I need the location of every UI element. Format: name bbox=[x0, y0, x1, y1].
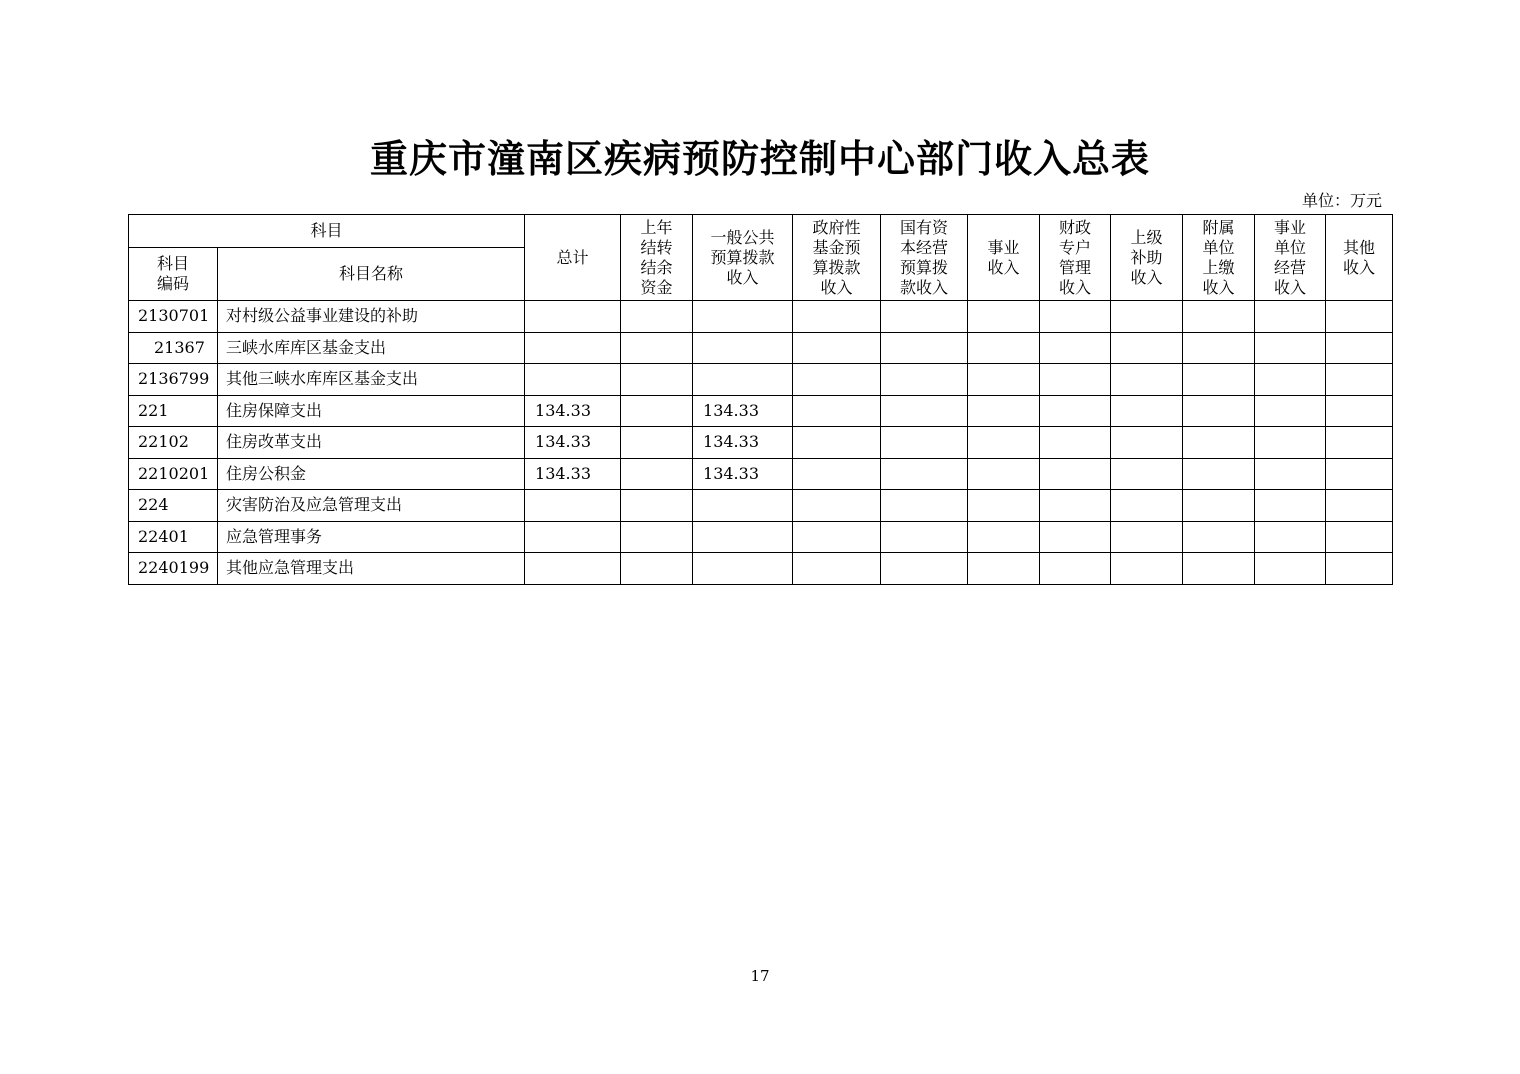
value-cell bbox=[1255, 364, 1326, 396]
subject-code-cell: 22102 bbox=[129, 427, 218, 459]
value-cell bbox=[1040, 458, 1111, 490]
column-header: 一般公共 预算拨款 收入 bbox=[693, 215, 793, 301]
column-header: 政府性 基金预 算拨款 收入 bbox=[793, 215, 881, 301]
income-summary-table bbox=[128, 214, 1393, 585]
value-cell bbox=[1326, 427, 1393, 459]
value-cell bbox=[1326, 521, 1393, 553]
name-header: 科目名称 bbox=[218, 248, 525, 301]
column-header: 附属 单位 上缴 收入 bbox=[1183, 215, 1255, 301]
subject-code-cell: 2130701 bbox=[129, 301, 218, 333]
subject-name-cell: 灾害防治及应急管理支出 bbox=[218, 490, 525, 522]
column-header: 事业 收入 bbox=[968, 215, 1040, 301]
value-cell bbox=[1111, 364, 1183, 396]
value-cell: 134.33 bbox=[525, 458, 621, 490]
value-cell bbox=[881, 553, 968, 585]
value-cell bbox=[1326, 490, 1393, 522]
subject-name-cell: 应急管理事务 bbox=[218, 521, 525, 553]
value-cell bbox=[1040, 364, 1111, 396]
value-cell bbox=[1255, 427, 1326, 459]
value-cell bbox=[1111, 458, 1183, 490]
table-row bbox=[129, 553, 1393, 585]
value-cell bbox=[621, 395, 693, 427]
value-cell bbox=[881, 458, 968, 490]
subject-name-cell: 其他三峡水库库区基金支出 bbox=[218, 364, 525, 396]
value-cell bbox=[793, 364, 881, 396]
subject-code-cell: 22401 bbox=[129, 521, 218, 553]
value-cell bbox=[525, 521, 621, 553]
value-cell bbox=[793, 332, 881, 364]
value-cell bbox=[1326, 553, 1393, 585]
value-cell bbox=[621, 490, 693, 522]
table-row bbox=[129, 332, 1393, 364]
value-cell bbox=[1040, 427, 1111, 459]
value-cell bbox=[1040, 332, 1111, 364]
value-cell bbox=[793, 458, 881, 490]
value-cell bbox=[621, 301, 693, 333]
value-cell bbox=[1255, 490, 1326, 522]
value-cell: 134.33 bbox=[525, 395, 621, 427]
value-cell bbox=[693, 364, 793, 396]
subject-name-cell: 其他应急管理支出 bbox=[218, 553, 525, 585]
table-row bbox=[129, 458, 1393, 490]
value-cell bbox=[1255, 332, 1326, 364]
column-header: 财政 专户 管理 收入 bbox=[1040, 215, 1111, 301]
subject-code-cell: 21367 bbox=[129, 332, 218, 364]
page-title: 重庆市潼南区疾病预防控制中心部门收入总表 bbox=[369, 137, 1150, 181]
value-cell bbox=[968, 332, 1040, 364]
value-cell bbox=[1183, 553, 1255, 585]
value-cell bbox=[1183, 301, 1255, 333]
value-cell bbox=[693, 521, 793, 553]
value-cell bbox=[1111, 427, 1183, 459]
column-header: 上级 补助 收入 bbox=[1111, 215, 1183, 301]
table-row bbox=[129, 364, 1393, 396]
unit-label: 单位：万元 bbox=[1301, 191, 1382, 210]
value-cell bbox=[693, 490, 793, 522]
value-cell: 134.33 bbox=[525, 427, 621, 459]
value-cell bbox=[968, 490, 1040, 522]
table-row bbox=[129, 521, 1393, 553]
subject-code-cell: 221 bbox=[129, 395, 218, 427]
column-header: 上年 结转 结余 资金 bbox=[621, 215, 693, 301]
value-cell bbox=[525, 301, 621, 333]
value-cell: 134.33 bbox=[693, 395, 793, 427]
value-cell bbox=[1326, 395, 1393, 427]
table-row bbox=[129, 427, 1393, 459]
value-cell bbox=[1040, 490, 1111, 522]
value-cell bbox=[1040, 301, 1111, 333]
value-cell bbox=[1111, 553, 1183, 585]
subject-header: 科目 bbox=[129, 215, 525, 248]
value-cell bbox=[1111, 332, 1183, 364]
column-header: 国有资 本经营 预算拨 款收入 bbox=[881, 215, 968, 301]
value-cell bbox=[1255, 458, 1326, 490]
value-cell bbox=[793, 553, 881, 585]
table-row bbox=[129, 301, 1393, 333]
value-cell bbox=[1183, 490, 1255, 522]
value-cell: 134.33 bbox=[693, 458, 793, 490]
value-cell bbox=[693, 553, 793, 585]
value-cell bbox=[621, 332, 693, 364]
value-cell bbox=[525, 553, 621, 585]
value-cell bbox=[881, 521, 968, 553]
value-cell bbox=[1040, 395, 1111, 427]
value-cell bbox=[1040, 521, 1111, 553]
value-cell bbox=[525, 364, 621, 396]
value-cell bbox=[621, 427, 693, 459]
code-header: 科目 编码 bbox=[129, 248, 218, 301]
value-cell bbox=[1111, 395, 1183, 427]
value-cell: 134.33 bbox=[693, 427, 793, 459]
value-cell bbox=[525, 332, 621, 364]
value-cell bbox=[968, 364, 1040, 396]
subject-code-cell: 224 bbox=[129, 490, 218, 522]
value-cell bbox=[1326, 332, 1393, 364]
value-cell bbox=[1326, 364, 1393, 396]
value-cell bbox=[793, 490, 881, 522]
table-row bbox=[129, 395, 1393, 427]
value-cell bbox=[1111, 521, 1183, 553]
value-cell bbox=[1183, 395, 1255, 427]
subject-name-cell: 住房公积金 bbox=[218, 458, 525, 490]
column-header: 总计 bbox=[525, 215, 621, 301]
value-cell bbox=[793, 521, 881, 553]
value-cell bbox=[1040, 553, 1111, 585]
value-cell bbox=[881, 364, 968, 396]
value-cell bbox=[1111, 490, 1183, 522]
value-cell bbox=[621, 553, 693, 585]
subject-code-cell: 2136799 bbox=[129, 364, 218, 396]
value-cell bbox=[968, 458, 1040, 490]
value-cell bbox=[1183, 332, 1255, 364]
value-cell bbox=[881, 490, 968, 522]
value-cell bbox=[621, 458, 693, 490]
value-cell bbox=[968, 553, 1040, 585]
value-cell bbox=[968, 521, 1040, 553]
value-cell bbox=[1255, 553, 1326, 585]
value-cell bbox=[793, 395, 881, 427]
value-cell bbox=[693, 332, 793, 364]
value-cell bbox=[1183, 458, 1255, 490]
value-cell bbox=[1111, 301, 1183, 333]
subject-name-cell: 三峡水库库区基金支出 bbox=[218, 332, 525, 364]
value-cell bbox=[1255, 521, 1326, 553]
value-cell bbox=[1183, 427, 1255, 459]
subject-code-cell: 2240199 bbox=[129, 553, 218, 585]
value-cell bbox=[1326, 458, 1393, 490]
value-cell bbox=[793, 301, 881, 333]
column-header: 事业 单位 经营 收入 bbox=[1255, 215, 1326, 301]
value-cell bbox=[1255, 395, 1326, 427]
subject-code-cell: 2210201 bbox=[129, 458, 218, 490]
value-cell bbox=[968, 395, 1040, 427]
value-cell bbox=[525, 490, 621, 522]
value-cell bbox=[881, 332, 968, 364]
table-row bbox=[129, 490, 1393, 522]
value-cell bbox=[793, 427, 881, 459]
column-header: 其他 收入 bbox=[1326, 215, 1393, 301]
value-cell bbox=[881, 301, 968, 333]
value-cell bbox=[881, 427, 968, 459]
value-cell bbox=[621, 521, 693, 553]
value-cell bbox=[881, 395, 968, 427]
subject-name-cell: 住房改革支出 bbox=[218, 427, 525, 459]
value-cell bbox=[1326, 301, 1393, 333]
page-number: 17 bbox=[750, 967, 770, 985]
value-cell bbox=[1183, 521, 1255, 553]
subject-name-cell: 对村级公益事业建设的补助 bbox=[218, 301, 525, 333]
value-cell bbox=[968, 301, 1040, 333]
value-cell bbox=[968, 427, 1040, 459]
value-cell bbox=[1183, 364, 1255, 396]
value-cell bbox=[621, 364, 693, 396]
subject-name-cell: 住房保障支出 bbox=[218, 395, 525, 427]
value-cell bbox=[1255, 301, 1326, 333]
value-cell bbox=[693, 301, 793, 333]
